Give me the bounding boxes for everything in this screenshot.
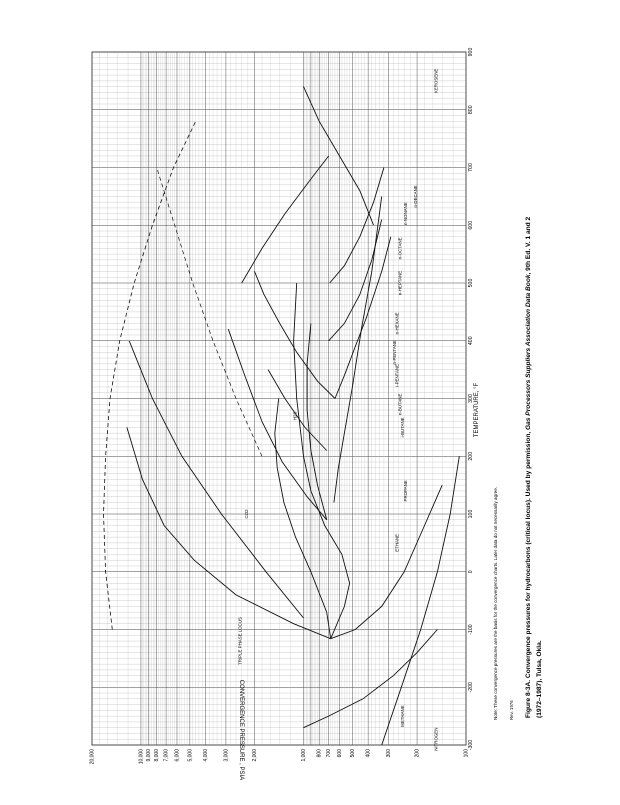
curve-label: n-NONANE bbox=[403, 202, 409, 226]
convergence-curve bbox=[334, 196, 382, 502]
pressure-tick-label: 8,000 bbox=[154, 749, 161, 762]
temperature-tick-label: -100 bbox=[468, 624, 474, 635]
pressure-tick-label: 4,000 bbox=[203, 749, 210, 762]
pressure-tick-label: 6,000 bbox=[174, 749, 181, 762]
pressure-tick-label: 9,000 bbox=[145, 749, 152, 762]
temperature-tick-label: 500 bbox=[468, 278, 474, 288]
pressure-tick-label: 400 bbox=[365, 749, 372, 758]
temperature-tick-label: -300 bbox=[468, 739, 474, 751]
pressure-tick-label: 200 bbox=[414, 749, 421, 758]
curve-label: n-DECANE bbox=[413, 185, 419, 208]
temperature-tick-label: -200 bbox=[468, 682, 474, 693]
curve-label: i-BUTANE bbox=[400, 417, 406, 438]
convergence-curve bbox=[294, 283, 350, 639]
pressure-tick-label: 500 bbox=[349, 749, 356, 758]
pressure-tick-label: 3,000 bbox=[223, 749, 230, 762]
pressure-tick-label: 1,000 bbox=[300, 749, 307, 762]
tick-labels bbox=[90, 48, 475, 765]
curve-label: H2S bbox=[292, 411, 298, 421]
temperature-tick-label: 100 bbox=[468, 509, 474, 519]
pressure-tick-label: 800 bbox=[316, 749, 323, 758]
curve-label: NITROGEN bbox=[433, 727, 439, 751]
x-axis-title: TEMPERATURE, °F bbox=[474, 382, 480, 438]
curve-labels bbox=[238, 69, 439, 751]
temperature-tick-label: 800 bbox=[468, 105, 474, 115]
grid-lines bbox=[92, 52, 466, 745]
temperature-tick-label: 300 bbox=[468, 394, 474, 403]
temperature-tick-label: 200 bbox=[468, 451, 474, 461]
curve-label: PROPANE bbox=[403, 480, 409, 502]
pressure-tick-label: 20,000 bbox=[89, 749, 96, 765]
temperature-tick-label: 400 bbox=[468, 336, 474, 346]
pressure-tick-label: 5,000 bbox=[187, 749, 194, 762]
curve-label: KEROSENE bbox=[433, 68, 439, 94]
chart-note: Note: These convergence pressures are the basis for the convergence charts. Later data do not necessarily agree. bbox=[493, 486, 498, 720]
curve-label: CO2 bbox=[243, 509, 249, 519]
temperature-tick-label: 700 bbox=[468, 163, 474, 172]
figure-caption: Figure 8-3A. Convergence pressures for hydrocarbons (critical locus). Used by permission, Gas Processors Suppliers Association Data Book, 9th Ed. V. 1 and 2 bbox=[525, 216, 532, 718]
temperature-tick-label: 0 bbox=[468, 570, 474, 574]
curve-label: n-HEPTANE bbox=[397, 270, 403, 296]
convergence-curve bbox=[127, 427, 331, 638]
curve-label: n-OCTANE bbox=[397, 237, 403, 260]
convergence-curve bbox=[228, 329, 326, 520]
y-axis-title: CONVERGENCE PRESSURE , PSIA bbox=[238, 679, 244, 781]
curve-label: n-PENTANE bbox=[391, 340, 397, 365]
curve-label: n-BUTANE bbox=[397, 393, 403, 415]
temperature-tick-label: 600 bbox=[468, 220, 474, 230]
pressure-tick-label: 7,000 bbox=[163, 749, 170, 762]
pressure-tick-label: 700 bbox=[326, 749, 333, 758]
figure-caption-line2: (1972–1987), Tulsa, Okla. bbox=[536, 640, 543, 718]
curve-label: ETHANE bbox=[394, 533, 400, 552]
pressure-tick-label: 2,000 bbox=[252, 749, 259, 762]
curve-label: n-HEXANE bbox=[394, 312, 400, 335]
temperature-tick-label: 900 bbox=[468, 47, 474, 57]
curve-label: TRIPLE PHASE LOCUS bbox=[237, 617, 243, 665]
convergence-curve bbox=[329, 220, 382, 341]
pressure-tick-label: 600 bbox=[337, 749, 344, 758]
pressure-tick-label: 100 bbox=[463, 749, 470, 758]
pressure-tick-label: 10,000 bbox=[138, 749, 145, 765]
pressure-tick-label: 300 bbox=[385, 749, 392, 758]
curve-label: i-PENTANE bbox=[394, 363, 400, 387]
revision-note: Rev. 1976 bbox=[509, 700, 514, 720]
curve-label: METHANE bbox=[400, 705, 406, 727]
